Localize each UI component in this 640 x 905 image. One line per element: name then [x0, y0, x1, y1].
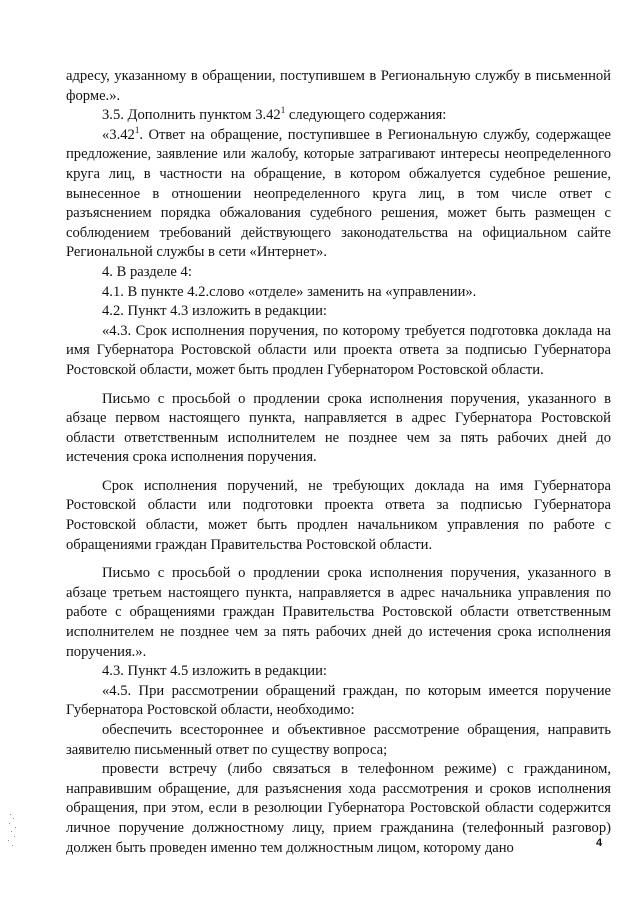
- item-4-2: 4.2. Пункт 4.3 изложить в редакции:: [102, 303, 327, 320]
- quote-3-42-number: «3.42: [102, 126, 135, 143]
- quote-3-42: [66, 126, 611, 263]
- quote-3-42-text: . Ответ на обращение, поступившее в Региональную службу, содержащее предложение, заявление или жалобу, которые затрагивают интересы неопределенного круга лиц, в частности на обращение, в котором обжалуется судебное решение, вынесенное в отношении неопределенного круга лиц, в том числе ответ с разъяснением порядка обжалования судебного решения, может быть размещен с соблюдением требований действующего законодательства на официальном сайте Региональной службы в сети «Интернет».: [66, 126, 611, 261]
- quote-4-3-paragraph-1: «4.3. Срок исполнения поручения, по которому требуется подготовка доклада на имя Губернатора Ростовской области или проекта ответа за подписью Губернатора Ростовской области, может быть продлен Губернатором Ростовской области.: [66, 322, 611, 378]
- document-body: [66, 67, 611, 858]
- page-number: 4: [596, 837, 603, 849]
- scan-speckle: [6, 812, 20, 852]
- item-3-5-text: 3.5. Дополнить пунктом 3.42: [102, 107, 281, 124]
- item-3-5-text-end: следующего содержания:: [285, 107, 447, 124]
- quote-4-3-paragraph-4: Письмо с просьбой о продлении срока исполнения поручения, указанного в абзаце третьем настоящего пункта, направляется в адрес начальника управления по работе с обращениями граждан Правительства Ростовской области ответственным исполнителем не позднее чем за пять рабочих дней до истечения срока исполнения поручения.».: [66, 565, 611, 660]
- quote-4-3-paragraph-3: Срок исполнения поручений, не требующих доклада на имя Губернатора Ростовской области или подготовки проекта ответа за подписью Губернатора Ростовской области, может быть продлен начальником управления по работе с обращениями граждан Правительства Ростовской области.: [66, 477, 611, 553]
- quote-4-5-paragraph-3: провести встречу (либо связаться в телефонном режиме) с гражданином, направившим обращение, для разъяснения хода рассмотрения и сроков исполнения обращения, при этом, если в резолюции Губернатора Ростовской области содержится личное поручение должностному лицу, прием гражданина (телефонный разговор) должен быть проведен именно тем должностным лицом, которому дано: [66, 761, 611, 856]
- item-4-3: 4.3. Пункт 4.5 изложить в редакции:: [102, 663, 327, 680]
- quote-4-5-paragraph-1: «4.5. При рассмотрении обращений граждан, по которым имеется поручение Губернатора Ростовской области, необходимо:: [66, 682, 611, 719]
- item-3-5-superscript: 1: [280, 105, 286, 116]
- item-3-5: [66, 106, 611, 126]
- item-4-1: 4.1. В пункте 4.2.слово «отделе» заменить на «управлении».: [102, 283, 477, 300]
- quote-4-3-paragraph-2: Письмо с просьбой о продлении срока исполнения поручения, указанного в абзаце первом настоящего пункта, направляется в адрес Губернатора Ростовской области ответственным исполнителем не позднее чем за пять рабочих дней до истечения срока исполнения поручения.: [66, 390, 611, 466]
- section-4-heading: 4. В разделе 4:: [102, 263, 192, 280]
- quote-3-42-superscript: 1: [134, 124, 140, 135]
- quote-4-5-paragraph-2: обеспечить всестороннее и объективное рассмотрение обращения, направить заявителю письменный ответ по существу вопроса;: [66, 722, 611, 758]
- paragraph-continuation: адресу, указанному в обращении, поступившем в Региональную службу в письменной форме.».: [66, 68, 611, 104]
